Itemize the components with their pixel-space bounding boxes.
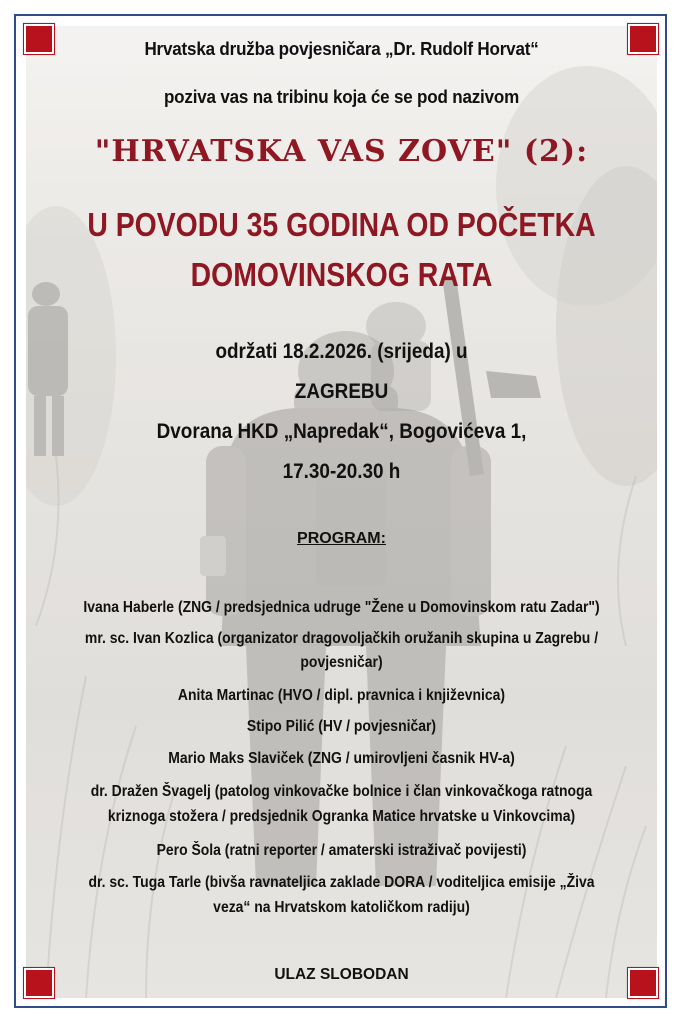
subtitle-line-2: DOMOVINSKOG RATA: [190, 256, 493, 293]
program-heading: PROGRAM:: [297, 530, 386, 547]
corner-ornament-top-left: [24, 24, 54, 54]
speaker-line: Ivana Haberle (ZNG / predsjednica udruge "Žene u Domovinskom ratu Zadar"): [83, 599, 600, 616]
speaker-line: Anita Martinac (HVO / dipl. pravnica i književnica): [177, 687, 506, 704]
entry-note: ULAZ SLOBODAN: [274, 966, 409, 983]
speaker-line: kriznoga stožera / predsjednik Ogranka Matice hrvatske u Vinkovcima): [107, 808, 576, 825]
speaker-line: Pero Šola (ratni reporter / amaterski istraživač povijesti): [156, 842, 527, 859]
speaker-line: dr. Dražen Švagelj (patolog vinkovačke bolnice i član vinkovačkoga ratnoga: [90, 783, 593, 800]
invitation-line: poziva vas na tribinu koja će se pod nazivom: [163, 86, 520, 107]
subtitle-line-1: U POVODU 35 GODINA OD POČETKA: [87, 206, 596, 243]
speaker-line: mr. sc. Ivan Kozlica (organizator dragovoljačkih oružanih skupina u Zagrebu /: [84, 630, 599, 647]
speaker-line: dr. sc. Tuga Tarle (bivša ravnateljica zaklade DORA / voditeljica emisije „Živa: [88, 874, 595, 891]
city: ZAGREBU: [294, 380, 389, 403]
speaker-line: povjesničar): [300, 654, 383, 671]
corner-ornament-top-right: [628, 24, 658, 54]
event-title: "HRVATSKA VAS ZOVE" (2):: [94, 134, 589, 169]
speaker-line: veza“ na Hrvatskom katoličkom radiju): [213, 899, 470, 916]
speaker-line: Mario Maks Slaviček (ZNG / umirovljeni časnik HV-a): [168, 750, 515, 767]
venue: Dvorana HKD „Napredak“, Bogovićeva 1,: [156, 420, 527, 443]
speaker-line: Stipo Pilić (HV / povjesničar): [246, 718, 437, 735]
date-line: održati 18.2.2026. (srijeda) u: [215, 340, 468, 363]
organizer-line: Hrvatska družba povjesničara „Dr. Rudolf Horvat“: [144, 38, 539, 59]
time: 17.30-20.30 h: [282, 460, 401, 483]
